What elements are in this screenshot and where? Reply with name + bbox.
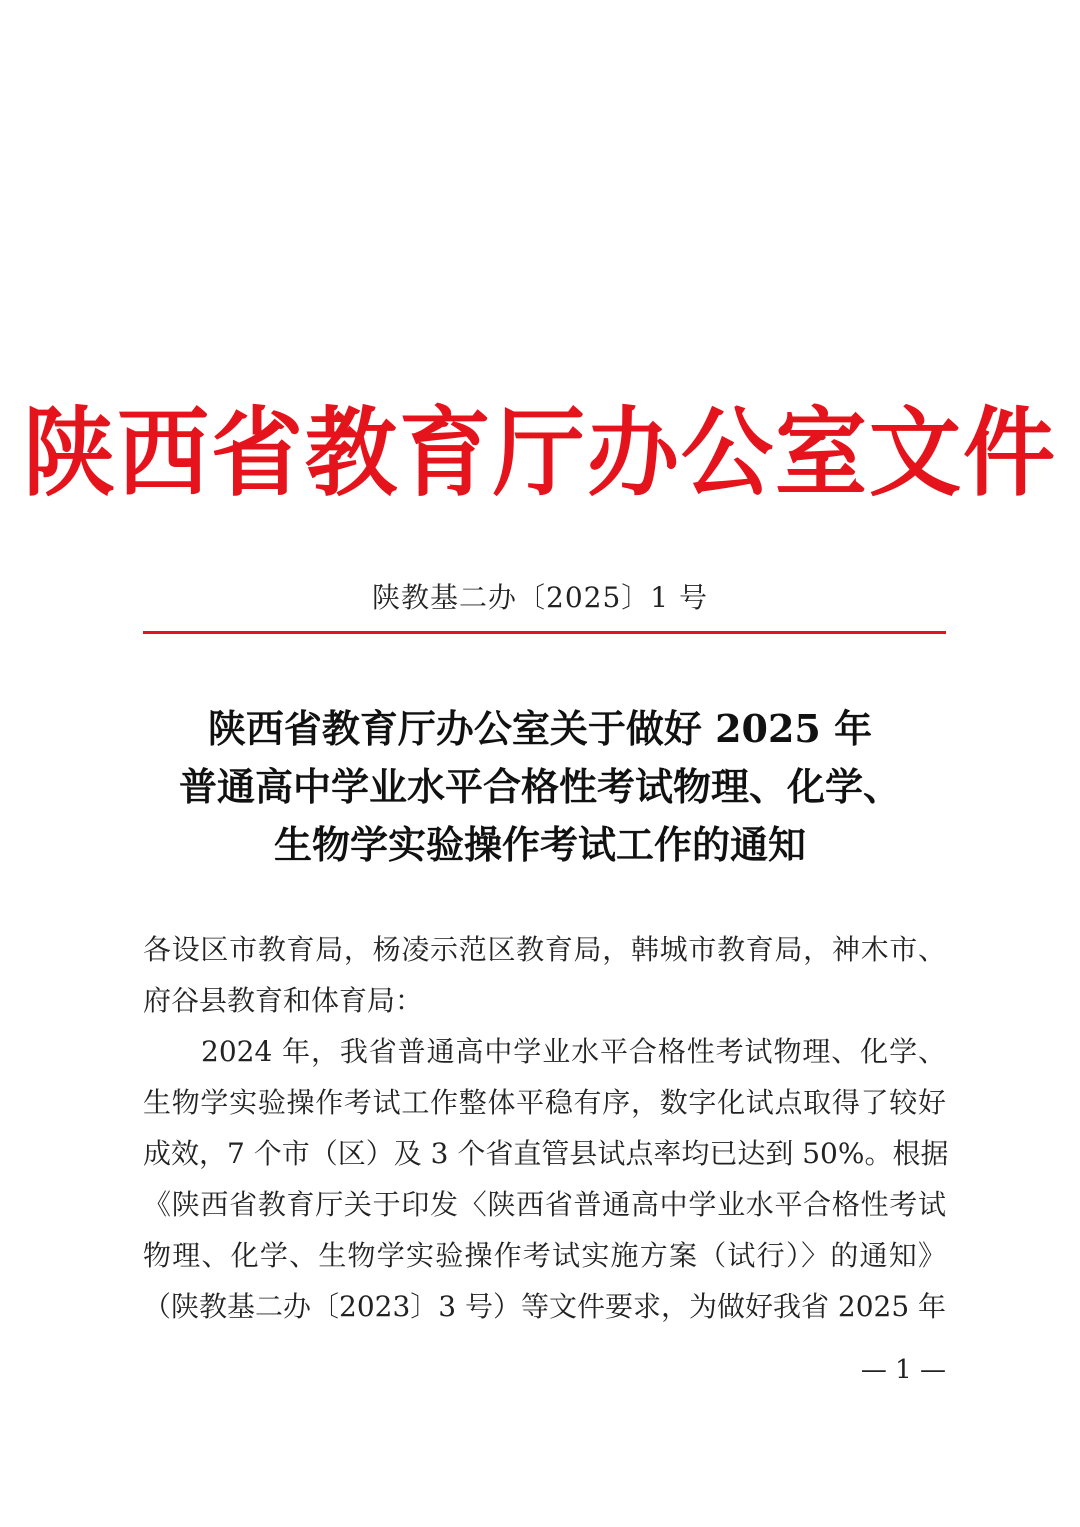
notice-title — [0, 700, 1080, 874]
paragraph-line-5: 物理、化学、生物学实验操作考试实施方案（试行）〉的通知》 — [143, 1239, 946, 1272]
title-line-2: 普通高中学业水平合格性考试物理、化学、 — [178, 764, 901, 809]
document-number: 陕教基二办〔2025〕1 号 — [372, 581, 708, 614]
page-number: — 1 — — [860, 1355, 946, 1385]
paragraph-line-3: 成效，7 个市（区）及 3 个省直管县试点率均已达到 50%。根据 — [143, 1137, 949, 1170]
paragraph-line-2: 生物学实验操作考试工作整体平稳有序，数字化试点取得了较好 — [143, 1086, 946, 1119]
title-line-3: 生物学实验操作考试工作的通知 — [273, 822, 806, 867]
masthead-title: 陕西省教育厅办公室文件 — [22, 396, 1057, 510]
title-line-1: 陕西省教育厅办公室关于做好 2025 年 — [207, 706, 873, 751]
salutation-line-1: 各设区市教育局，杨凌示范区教育局，韩城市教育局，神木市、 — [143, 933, 946, 966]
paragraph-line-6: （陕教基二办〔2023〕3 号）等文件要求，为做好我省 2025 年 — [143, 1290, 947, 1323]
salutation-line-2: 府谷县教育和体育局： — [143, 984, 424, 1017]
paragraph-line-1: 2024 年，我省普通高中学业水平合格性考试物理、化学、 — [201, 1035, 946, 1068]
notice-body — [143, 924, 949, 1332]
paragraph-line-4: 《陕西省教育厅关于印发〈陕西省普通高中学业水平合格性考试 — [143, 1188, 946, 1221]
red-separator-line — [143, 631, 946, 634]
